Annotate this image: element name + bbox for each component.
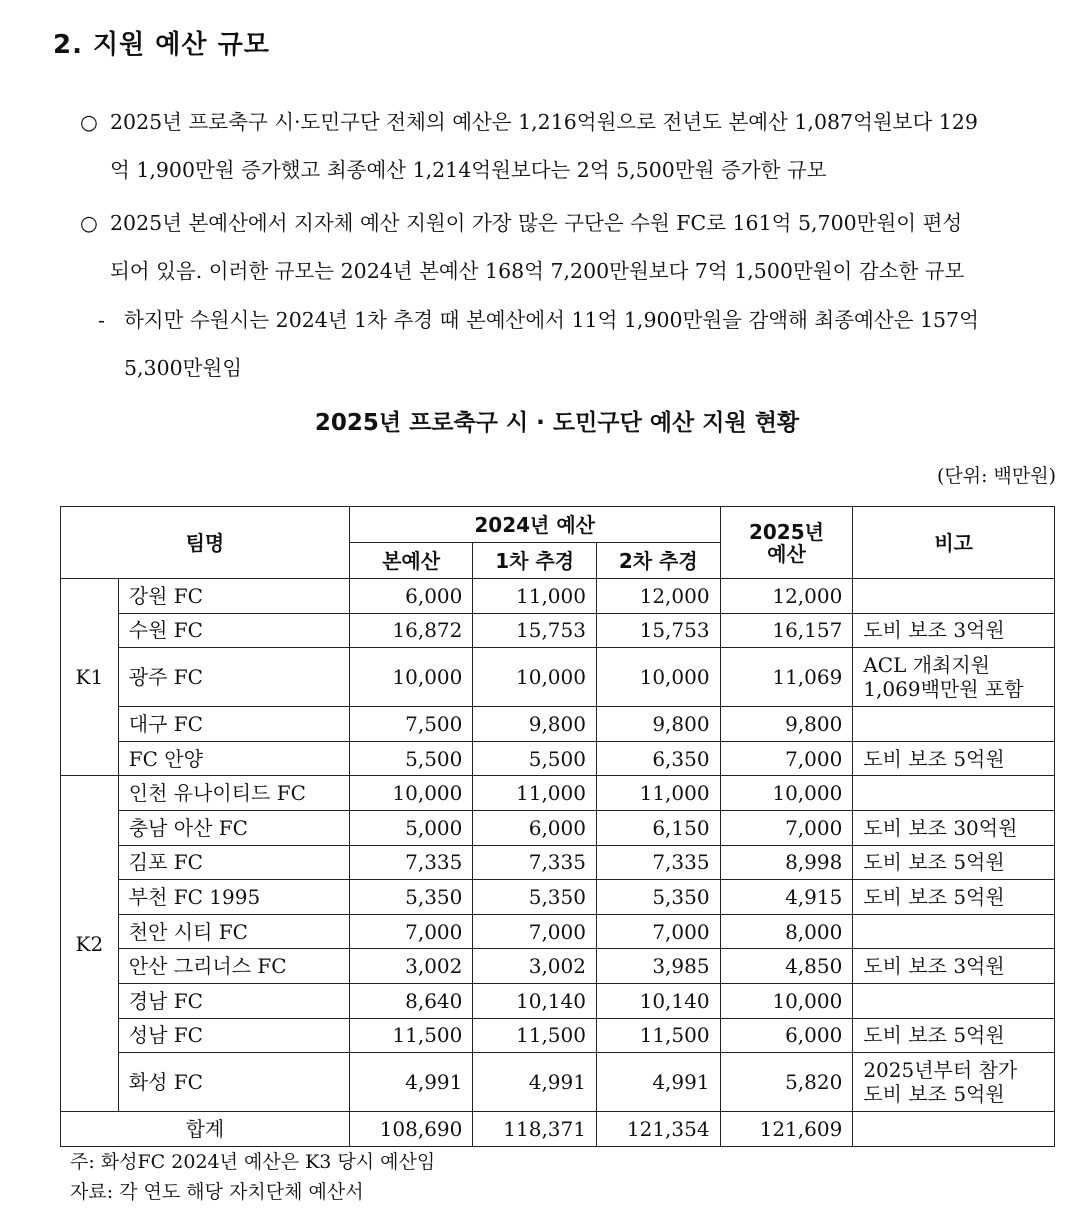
budget2025-cell: 7,000 <box>720 741 853 776</box>
supp2-cell: 15,753 <box>596 613 720 648</box>
original-cell: 6,000 <box>349 579 473 614</box>
supp2-cell: 3,985 <box>596 949 720 984</box>
total-note <box>853 1112 1055 1147</box>
note-cell <box>853 914 1055 949</box>
note-cell: 도비 보조 5억원 <box>853 741 1055 776</box>
original-cell: 10,000 <box>349 648 473 707</box>
supp2-cell: 7,335 <box>596 845 720 880</box>
header-supp2: 2차 추경 <box>596 543 720 579</box>
note-cell: 도비 보조 3억원 <box>853 613 1055 648</box>
note-line: 1,069백만원 포함 <box>863 677 1024 702</box>
budget2025-cell: 6,000 <box>720 1018 853 1053</box>
table-row <box>61 741 1055 776</box>
unit-note: (단위: 백만원) <box>936 465 1056 487</box>
note-cell: 도비 보조 5억원 <box>853 880 1055 915</box>
header-team: 팀명 <box>61 507 350 579</box>
budget2025-cell: 9,800 <box>720 707 853 742</box>
original-cell: 5,000 <box>349 810 473 845</box>
team-cell: 충남 아산 FC <box>118 810 349 845</box>
header-budget-2025-line2: 예산 <box>767 541 806 566</box>
supp2-cell: 10,000 <box>596 648 720 707</box>
table-row <box>61 810 1055 845</box>
team-cell: 화성 FC <box>118 1053 349 1112</box>
original-cell: 8,640 <box>349 983 473 1018</box>
team-cell: 경남 FC <box>118 983 349 1018</box>
team-cell: 안산 그리너스 FC <box>118 949 349 984</box>
table-row <box>61 880 1055 915</box>
header-original: 본예산 <box>349 543 473 579</box>
bullet-line: 억 1,900만원 증가했고 최종예산 1,214억원보다는 2억 5,500만원 증가한 규모 <box>110 158 827 182</box>
team-cell: 김포 FC <box>118 845 349 880</box>
team-cell: 성남 FC <box>118 1018 349 1053</box>
supp2-cell: 6,150 <box>596 810 720 845</box>
sub-bullet-paragraph <box>98 296 1058 392</box>
supp1-cell: 3,002 <box>473 949 597 984</box>
supp2-cell: 10,140 <box>596 983 720 1018</box>
note-line: 도비 보조 5억원 <box>863 1082 1005 1107</box>
table-title: 2025년 프로축구 시 · 도민구단 예산 지원 현황 <box>314 410 800 436</box>
table-row <box>61 1053 1055 1112</box>
total-supp2: 121,354 <box>596 1112 720 1147</box>
team-cell: 천안 시티 FC <box>118 914 349 949</box>
bullet-line: 2025년 본예산에서 지자체 예산 지원이 가장 많은 구단은 수원 FC로 161억 5,700만원이 편성 <box>110 211 963 235</box>
supp1-cell: 10,000 <box>473 648 597 707</box>
header-note: 비고 <box>853 507 1055 579</box>
table-row <box>61 1018 1055 1053</box>
original-cell: 7,500 <box>349 707 473 742</box>
supp2-cell: 11,500 <box>596 1018 720 1053</box>
note-cell <box>853 983 1055 1018</box>
original-cell: 11,500 <box>349 1018 473 1053</box>
budget2025-cell: 4,850 <box>720 949 853 984</box>
supp1-cell: 15,753 <box>473 613 597 648</box>
note-cell <box>853 776 1055 811</box>
budget2025-cell: 12,000 <box>720 579 853 614</box>
original-cell: 10,000 <box>349 776 473 811</box>
team-cell: FC 안양 <box>118 741 349 776</box>
supp1-cell: 11,000 <box>473 776 597 811</box>
note-cell: 도비 보조 5억원 <box>853 845 1055 880</box>
bullet-line: 2025년 프로축구 시·도민구단 전체의 예산은 1,216억원으로 전년도 본예산 1,087억원보다 129 <box>110 110 978 134</box>
supp2-cell: 11,000 <box>596 776 720 811</box>
note-cell <box>853 579 1055 614</box>
supp2-cell: 9,800 <box>596 707 720 742</box>
header-budget-2024: 2024년 예산 <box>349 507 720 543</box>
table-row <box>61 648 1055 707</box>
table-row <box>61 983 1055 1018</box>
note-cell <box>853 707 1055 742</box>
supp2-cell: 7,000 <box>596 914 720 949</box>
budget2025-cell: 11,069 <box>720 648 853 707</box>
sub-bullet-line: 5,300만원임 <box>124 356 243 380</box>
supp1-cell: 6,000 <box>473 810 597 845</box>
footnote-source: 자료: 각 연도 해당 자치단체 예산서 <box>70 1181 364 1203</box>
header-supp1: 1차 추경 <box>473 543 597 579</box>
original-cell: 16,872 <box>349 613 473 648</box>
supp1-cell: 5,350 <box>473 880 597 915</box>
budget-table <box>60 506 1055 1147</box>
total-row <box>61 1112 1055 1147</box>
total-supp1: 118,371 <box>473 1112 597 1147</box>
supp2-cell: 6,350 <box>596 741 720 776</box>
budget2025-cell: 8,998 <box>720 845 853 880</box>
original-cell: 7,000 <box>349 914 473 949</box>
supp1-cell: 9,800 <box>473 707 597 742</box>
bullet-paragraph-1 <box>80 98 1058 194</box>
supp1-cell: 7,335 <box>473 845 597 880</box>
note-cell: 도비 보조 5억원 <box>853 1018 1055 1053</box>
supp2-cell: 12,000 <box>596 579 720 614</box>
supp1-cell: 4,991 <box>473 1053 597 1112</box>
original-cell: 5,350 <box>349 880 473 915</box>
original-cell: 5,500 <box>349 741 473 776</box>
note-cell: 도비 보조 30억원 <box>853 810 1055 845</box>
bullet-paragraph-2 <box>80 199 1058 295</box>
total-budget2025: 121,609 <box>720 1112 853 1147</box>
note-line: ACL 개최지원 <box>863 653 990 678</box>
supp1-cell: 5,500 <box>473 741 597 776</box>
total-original: 108,690 <box>349 1112 473 1147</box>
total-label: 합계 <box>61 1112 350 1147</box>
supp2-cell: 4,991 <box>596 1053 720 1112</box>
team-cell: 광주 FC <box>118 648 349 707</box>
section-title: 2. 지원 예산 규모 <box>53 30 270 60</box>
team-cell: 강원 FC <box>118 579 349 614</box>
table-row <box>61 707 1055 742</box>
note-cell <box>853 648 1055 707</box>
budget2025-cell: 10,000 <box>720 776 853 811</box>
budget2025-cell: 10,000 <box>720 983 853 1018</box>
table-row <box>61 579 1055 614</box>
table-row <box>61 776 1055 811</box>
supp1-cell: 10,140 <box>473 983 597 1018</box>
supp1-cell: 11,500 <box>473 1018 597 1053</box>
bullet-line: 되어 있음. 이러한 규모는 2024년 본예산 168억 7,200만원보다 7억 1,500만원이 감소한 규모 <box>110 259 965 283</box>
header-budget-2025-line1: 2025년 <box>748 519 824 544</box>
supp2-cell: 5,350 <box>596 880 720 915</box>
original-cell: 7,335 <box>349 845 473 880</box>
header-row <box>61 507 1055 543</box>
supp1-cell: 7,000 <box>473 914 597 949</box>
original-cell: 3,002 <box>349 949 473 984</box>
budget2025-cell: 16,157 <box>720 613 853 648</box>
supp1-cell: 11,000 <box>473 579 597 614</box>
team-cell: 수원 FC <box>118 613 349 648</box>
header-budget-2025 <box>720 507 853 579</box>
budget2025-cell: 7,000 <box>720 810 853 845</box>
dash-mark: - <box>98 308 105 332</box>
bullet-mark: ○ <box>80 211 98 235</box>
division-k1: K1 <box>61 579 119 776</box>
team-cell: 인천 유나이티드 FC <box>118 776 349 811</box>
team-cell: 부천 FC 1995 <box>118 880 349 915</box>
team-cell: 대구 FC <box>118 707 349 742</box>
note-line: 2025년부터 참가 <box>863 1058 1018 1083</box>
note-cell: 도비 보조 3억원 <box>853 949 1055 984</box>
sub-bullet-line: 하지만 수원시는 2024년 1차 추경 때 본예산에서 11억 1,900만원을 감액해 최종예산은 157억 <box>124 308 979 332</box>
budget2025-cell: 4,915 <box>720 880 853 915</box>
budget2025-cell: 8,000 <box>720 914 853 949</box>
bullet-mark: ○ <box>80 110 98 134</box>
table-row <box>61 613 1055 648</box>
note-cell <box>853 1053 1055 1112</box>
budget2025-cell: 5,820 <box>720 1053 853 1112</box>
footnote-note: 주: 화성FC 2024년 예산은 K3 당시 예산임 <box>70 1151 436 1173</box>
division-k2: K2 <box>61 776 119 1112</box>
table-row <box>61 949 1055 984</box>
table-row <box>61 914 1055 949</box>
original-cell: 4,991 <box>349 1053 473 1112</box>
table-row <box>61 845 1055 880</box>
